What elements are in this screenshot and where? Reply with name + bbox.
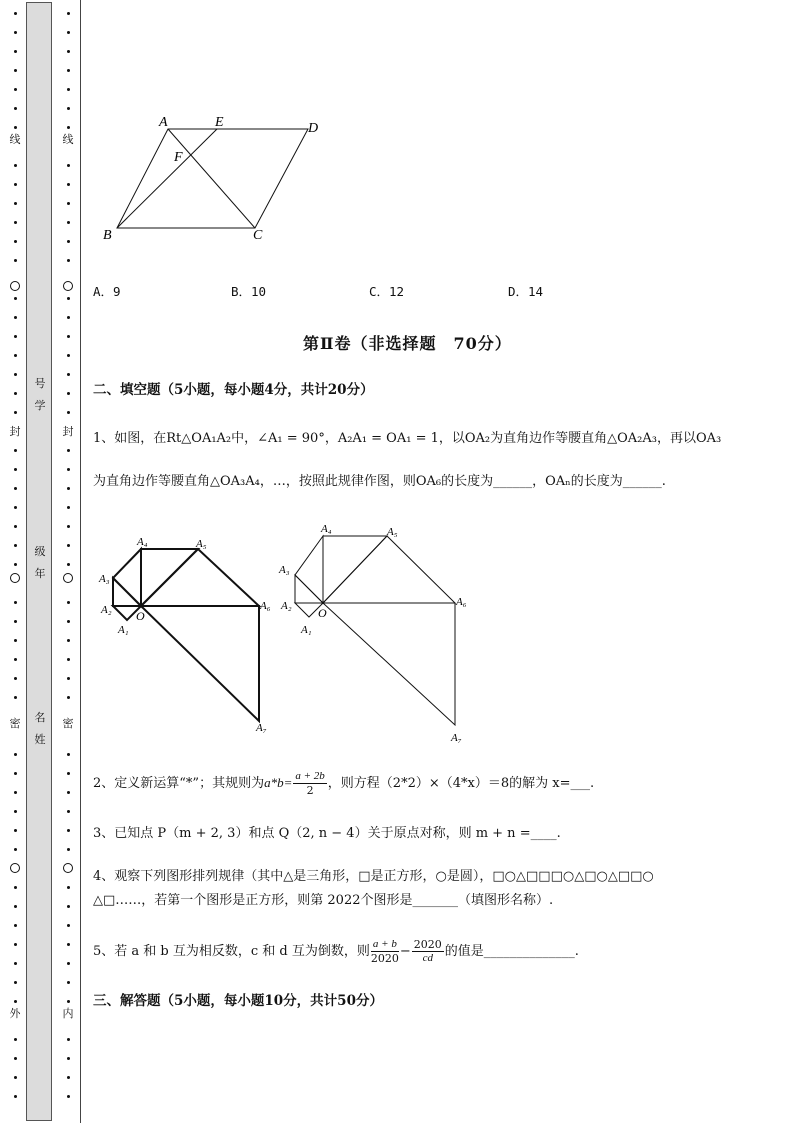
margin-cut-label: 线 xyxy=(62,133,74,146)
margin-dot xyxy=(14,164,17,167)
point-label-F: F xyxy=(174,150,183,165)
info-label-char: 级 xyxy=(34,545,46,558)
margin-dot xyxy=(67,69,70,72)
label-A2: A₂ xyxy=(281,600,292,612)
point-label-D: D xyxy=(308,121,319,136)
question-5-fraction-2 xyxy=(412,938,444,965)
margin-dot xyxy=(67,658,70,661)
margin-dot xyxy=(14,506,17,509)
margin-cut-label: 密 xyxy=(9,717,21,730)
label-O: O xyxy=(136,609,145,623)
margin-dot xyxy=(14,1076,17,1079)
margin-dot xyxy=(67,563,70,566)
margin-dot xyxy=(14,240,17,243)
fraction-denominator: 2020 xyxy=(370,952,399,965)
point-label-A: A xyxy=(159,115,168,130)
margin-dot xyxy=(67,1000,70,1003)
margin-circle-icon xyxy=(10,573,20,583)
margin-dot xyxy=(14,183,17,186)
margin-cut-label: 封 xyxy=(9,425,21,438)
margin-dot xyxy=(14,620,17,623)
question-5 xyxy=(93,936,579,968)
label-O: O xyxy=(318,606,327,620)
margin-dot xyxy=(14,658,17,661)
margin-dot xyxy=(14,1000,17,1003)
margin-dot xyxy=(14,69,17,72)
margin-dot xyxy=(14,848,17,851)
margin-dot xyxy=(14,316,17,319)
margin-dot xyxy=(14,829,17,832)
label-A7: A₇ xyxy=(451,732,462,744)
margin-dot xyxy=(14,525,17,528)
parallelogram-figure xyxy=(95,108,345,248)
margin-dot xyxy=(67,1057,70,1060)
margin-dot xyxy=(14,468,17,471)
label-A3: A₃ xyxy=(279,564,290,576)
margin-dot xyxy=(14,1057,17,1060)
margin-dot xyxy=(67,905,70,908)
margin-circle-icon xyxy=(63,573,73,583)
fraction-denominator: cd xyxy=(422,952,433,964)
margin-dot xyxy=(67,335,70,338)
fraction-denominator: 2 xyxy=(306,784,314,797)
margin-dot xyxy=(67,31,70,34)
margin-dot xyxy=(14,259,17,262)
margin-dot xyxy=(67,88,70,91)
margin-dot xyxy=(67,297,70,300)
label-A7: A₇ xyxy=(256,722,267,734)
margin-dot xyxy=(67,981,70,984)
margin-dot xyxy=(14,1095,17,1098)
margin-dot xyxy=(67,468,70,471)
info-label-char: 年 xyxy=(34,567,46,580)
margin-dot xyxy=(67,886,70,889)
margin-dot xyxy=(67,449,70,452)
margin-dot xyxy=(67,677,70,680)
margin-dot xyxy=(67,316,70,319)
point-label-B: B xyxy=(103,228,112,243)
margin-dot xyxy=(14,449,17,452)
fraction-numerator: 2020 xyxy=(413,938,442,951)
student-info-strip xyxy=(26,2,52,1121)
margin-dot xyxy=(67,829,70,832)
margin-dot xyxy=(14,962,17,965)
margin-circle-icon xyxy=(63,863,73,873)
margin-dot xyxy=(14,544,17,547)
margin-cut-label: 外 xyxy=(9,1007,21,1020)
option-c: C．12 xyxy=(369,284,405,299)
margin-dot xyxy=(67,962,70,965)
margin-dot xyxy=(14,31,17,34)
margin-dot xyxy=(14,677,17,680)
question-4-line-2: △□……，若第一个图形是正方形，则第 2022个图形是_______（填图形名称）. xyxy=(93,893,554,908)
label-A3: A₃ xyxy=(99,573,110,585)
question-2-lhs: a*b= xyxy=(264,775,293,790)
margin-dot xyxy=(14,221,17,224)
minus-sign: − xyxy=(399,944,411,959)
margin-dot xyxy=(14,791,17,794)
question-5-fraction-1 xyxy=(371,938,399,965)
margin-dot xyxy=(14,487,17,490)
margin-dot xyxy=(67,525,70,528)
margin-dot xyxy=(14,88,17,91)
question-2-prefix: 2、定义新运算“*”；其规则为 xyxy=(93,776,265,791)
margin-dot xyxy=(14,924,17,927)
margin-dot xyxy=(14,12,17,15)
margin-dot xyxy=(14,392,17,395)
info-label-char: 名 xyxy=(34,711,46,724)
margin-dot xyxy=(67,259,70,262)
question-2-fraction xyxy=(293,770,326,797)
margin-cut-label: 内 xyxy=(62,1007,74,1020)
info-label-char: 姓 xyxy=(34,733,46,746)
margin-cut-label: 线 xyxy=(9,133,21,146)
margin-dot xyxy=(14,297,17,300)
margin-dot xyxy=(67,544,70,547)
margin-dot xyxy=(14,905,17,908)
margin-cut-label: 封 xyxy=(62,425,74,438)
margin-dot xyxy=(14,981,17,984)
margin-dot xyxy=(14,563,17,566)
question-2 xyxy=(93,768,594,799)
margin-dot xyxy=(67,202,70,205)
question-1-line-1: 1、如图，在Rt△OA₁A₂中，∠A₁ = 90°，A₂A₁ = OA₁ = 1，以OA₂为直角边作等腰直角△OA₂A₃，再以OA₃ xyxy=(93,431,722,446)
margin-dot xyxy=(14,373,17,376)
margin-dot xyxy=(67,107,70,110)
info-label-char: 号 xyxy=(34,377,46,390)
question-2-suffix: ，则方程（2*2）×（4*x）＝8的解为 x=___. xyxy=(327,776,595,791)
fraction-numerator: a + 2b xyxy=(295,770,325,782)
margin-circle-icon xyxy=(10,281,20,291)
margin-dot xyxy=(67,601,70,604)
margin-circle-icon xyxy=(10,863,20,873)
margin-dot xyxy=(67,772,70,775)
margin-dot xyxy=(14,810,17,813)
label-A5: A₅ xyxy=(387,526,398,538)
margin-dot xyxy=(14,50,17,53)
margin-dot xyxy=(14,335,17,338)
margin-dot xyxy=(67,1038,70,1041)
margin-dot xyxy=(14,126,17,129)
label-A1: A₁ xyxy=(301,624,312,636)
margin-dot xyxy=(67,1095,70,1098)
section-heading-solve: 三、解答题（5小题，每小题10分，共计50分） xyxy=(93,993,383,1009)
margin-dot xyxy=(67,164,70,167)
label-A5: A₅ xyxy=(196,538,207,550)
question-5-suffix: 的值是______________. xyxy=(444,944,579,959)
margin-dot xyxy=(67,240,70,243)
margin-dot xyxy=(67,810,70,813)
part-title: 第Ⅱ卷（非选择题 70分） xyxy=(303,334,512,353)
binding-margin-outer xyxy=(0,0,26,1123)
fraction-numerator: a + b xyxy=(372,938,397,950)
margin-dot xyxy=(67,411,70,414)
label-A6: A₆ xyxy=(260,600,271,612)
margin-circle-icon xyxy=(63,281,73,291)
info-label-char: 学 xyxy=(34,399,46,412)
margin-dot xyxy=(14,772,17,775)
margin-dot xyxy=(14,639,17,642)
margin-dot xyxy=(67,183,70,186)
margin-dot xyxy=(14,886,17,889)
label-A6: A₆ xyxy=(456,596,467,608)
margin-dot xyxy=(67,221,70,224)
question-4-line-1: 4、观察下列图形排列规律（其中△是三角形，□是正方形，○是圆），□○△□□□○△□○△□□○ xyxy=(93,869,654,884)
margin-dot xyxy=(67,126,70,129)
margin-dot xyxy=(67,696,70,699)
option-b: B．10 xyxy=(231,284,267,299)
margin-rule xyxy=(80,0,81,1123)
margin-dot xyxy=(14,354,17,357)
margin-dot xyxy=(67,12,70,15)
margin-dot xyxy=(14,1038,17,1041)
spiral-triangles-figure xyxy=(95,515,485,747)
question-1-line-2: 为直角边作等腰直角△OA₃A₄，…，按照此规律作图，则OA₆的长度为______，OAₙ的长度为______. xyxy=(93,474,666,489)
margin-dot xyxy=(14,753,17,756)
label-A1: A₁ xyxy=(118,624,129,636)
question-3: 3、已知点 P（m + 2, 3）和点 Q（2, n − 4）关于原点对称，则 m + n =____. xyxy=(93,826,561,841)
margin-dot xyxy=(67,753,70,756)
margin-dot xyxy=(67,1076,70,1079)
option-a: A．9 xyxy=(93,284,121,299)
margin-dot xyxy=(67,50,70,53)
margin-dot xyxy=(67,487,70,490)
margin-cut-label: 密 xyxy=(62,717,74,730)
question-5-prefix: 5、若 a 和 b 互为相反数，c 和 d 互为倒数，则 xyxy=(93,944,370,959)
margin-dot xyxy=(14,696,17,699)
label-A4: A₄ xyxy=(321,523,332,535)
point-label-C: C xyxy=(253,228,263,243)
margin-dot xyxy=(67,639,70,642)
margin-dot xyxy=(67,924,70,927)
margin-dot xyxy=(14,943,17,946)
option-d: D．14 xyxy=(508,284,544,299)
margin-dot xyxy=(14,601,17,604)
margin-dot xyxy=(67,620,70,623)
point-label-E: E xyxy=(215,115,224,130)
margin-dot xyxy=(14,107,17,110)
margin-dot xyxy=(67,943,70,946)
margin-dot xyxy=(67,791,70,794)
margin-dot xyxy=(67,354,70,357)
binding-margin-inner xyxy=(53,0,81,1123)
section-heading-fill-in: 二、填空题（5小题，每小题4分，共计20分） xyxy=(93,382,374,398)
label-A4: A₄ xyxy=(137,536,148,548)
margin-dot xyxy=(67,392,70,395)
margin-dot xyxy=(14,411,17,414)
label-A2: A₂ xyxy=(101,604,112,616)
margin-dot xyxy=(67,506,70,509)
margin-dot xyxy=(14,202,17,205)
margin-dot xyxy=(67,373,70,376)
margin-dot xyxy=(67,848,70,851)
